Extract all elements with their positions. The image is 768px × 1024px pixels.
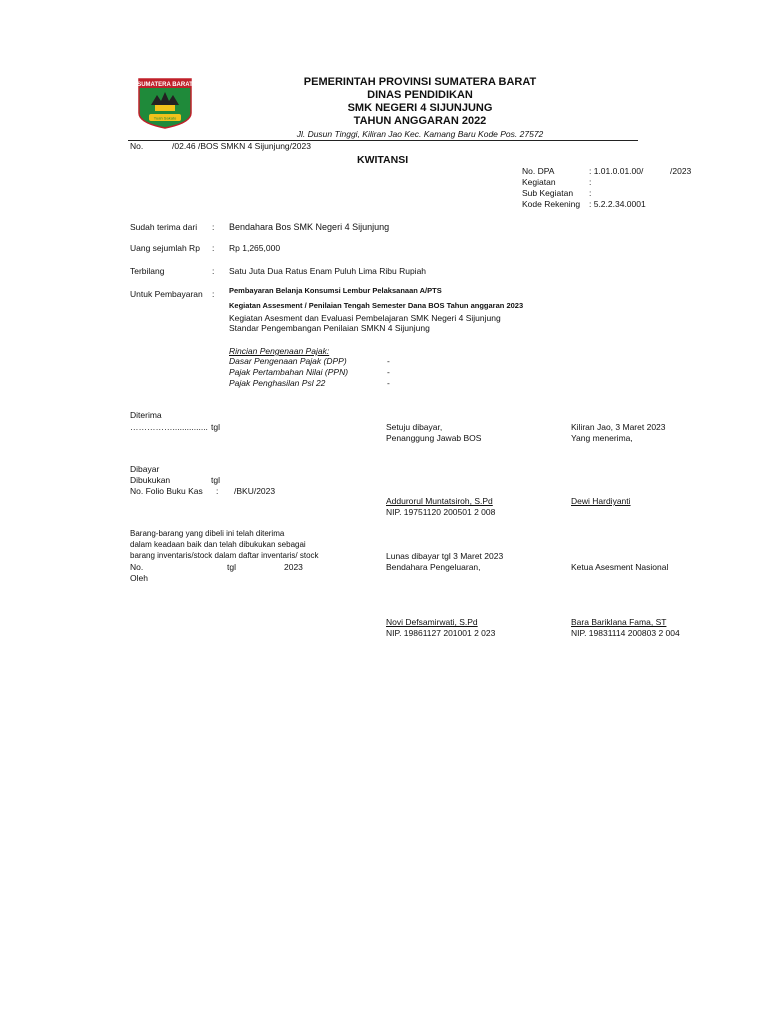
tax-dpp-value: - bbox=[387, 356, 390, 366]
approval-name: Addurorul Muntatsiroh, S.Pd bbox=[386, 496, 493, 506]
kode-rekening-value: : 5.2.2.34.0001 bbox=[589, 199, 646, 209]
tax-pph-label: Pajak Penghasilan Psl 22 bbox=[229, 378, 326, 388]
treasurer-paid-text: Lunas dibayar tgl 3 Maret 2023 bbox=[386, 551, 504, 561]
booked-label: Dibukukan bbox=[130, 475, 171, 485]
received-from-value: Bendahara Bos SMK Negeri 4 Sijunjung bbox=[229, 222, 390, 232]
kegiatan-value: : bbox=[589, 177, 592, 187]
header-fiscal-year: TAHUN ANGGARAN 2022 bbox=[353, 115, 487, 127]
folio-label: No. Folio Buku Kas bbox=[130, 486, 203, 496]
number-value: /02.46 /BOS SMKN 4 Sijunjung/2023 bbox=[172, 141, 311, 151]
chair-name: Bara Bariklana Fama, ST bbox=[571, 617, 667, 627]
dpa-number-year: /2023 bbox=[670, 166, 692, 176]
treasurer-name: Novi Defsamirwati, S.Pd bbox=[386, 617, 478, 627]
kode-rekening-label: Kode Rekening bbox=[522, 199, 581, 209]
booked-tgl: tgl bbox=[211, 475, 220, 485]
receiver-name: Dewi Hardiyanti bbox=[571, 496, 631, 506]
amount-label: Uang sejumlah Rp bbox=[130, 243, 200, 253]
purpose-colon: : bbox=[212, 289, 215, 299]
goods-no-label: No. bbox=[130, 562, 144, 572]
province-logo bbox=[137, 77, 193, 129]
spelled-colon: : bbox=[212, 266, 215, 276]
receiver-title: Yang menerima, bbox=[571, 433, 633, 443]
spelled-value: Satu Juta Dua Ratus Enam Puluh Lima Ribu Rupiah bbox=[229, 266, 427, 276]
header-department: DINAS PENDIDIKAN bbox=[367, 89, 473, 101]
tax-pph-value: - bbox=[387, 378, 390, 388]
kegiatan-label: Kegiatan bbox=[522, 177, 556, 187]
treasurer-title: Bendahara Pengeluaran, bbox=[386, 562, 481, 572]
purpose-line-3: Kegiatan Asesment dan Evaluasi Pembelajaran SMK Negeri 4 Sijunjung bbox=[229, 313, 501, 323]
goods-line-2: dalam keadaan baik dan telah dibukukan sebagai bbox=[130, 540, 306, 549]
logo-motto: Tuah Sakato bbox=[153, 115, 177, 121]
goods-line-1: Barang-barang yang dibeli ini telah diterima bbox=[130, 529, 285, 538]
purpose-line-2: Kegiatan Assesment / Penilaian Tengah Semester Dana BOS Tahun anggaran 2023 bbox=[229, 301, 524, 310]
tax-ppn-label: Pajak Pertambahan Nilai (PPN) bbox=[229, 367, 349, 377]
treasurer-nip: NIP. 19861127 201001 2 023 bbox=[386, 628, 496, 638]
approval-agreed: Setuju dibayar, bbox=[386, 422, 443, 432]
goods-by-label: Oleh bbox=[130, 573, 148, 583]
spelled-label: Terbilang bbox=[130, 266, 165, 276]
goods-year: 2023 bbox=[284, 562, 303, 572]
purpose-line-1: Pembayaran Belanja Konsumsi Lembur Pelaksanaan A/PTS bbox=[229, 286, 442, 295]
dpa-number-label: No. DPA bbox=[522, 166, 555, 176]
approval-responsible: Penanggung Jawab BOS bbox=[386, 433, 482, 443]
tax-ppn-value: - bbox=[387, 367, 390, 377]
number-label: No. bbox=[130, 141, 144, 151]
approval-nip: NIP. 19751120 200501 2 008 bbox=[386, 507, 496, 517]
sub-kegiatan-label: Sub Kegiatan bbox=[522, 188, 574, 198]
folio-value: /BKU/2023 bbox=[234, 486, 276, 496]
receiver-place-date: Kiliran Jao, 3 Maret 2023 bbox=[571, 422, 666, 432]
chair-nip: NIP. 19831114 200803 2 004 bbox=[571, 628, 680, 638]
amount-value: Rp 1,265,000 bbox=[229, 243, 281, 253]
tax-heading: Rincian Pengenaan Pajak: bbox=[229, 346, 330, 356]
purpose-label: Untuk Pembayaran bbox=[130, 289, 203, 299]
purpose-line-4: Standar Pengembangan Penilaian SMKN 4 Sijunjung bbox=[229, 323, 430, 333]
amount-colon: : bbox=[212, 243, 215, 253]
document-title: KWITANSI bbox=[357, 154, 409, 166]
dpa-number-value: : 1.01.0.01.00/ bbox=[589, 166, 644, 176]
received-from-colon: : bbox=[212, 222, 215, 232]
goods-tgl-label: tgl bbox=[227, 562, 236, 572]
chair-title: Ketua Asesment Nasional bbox=[571, 562, 669, 572]
header-address: Jl. Dusun Tinggi, Kiliran Jao Kec. Kamang Baru Kode Pos. 27572 bbox=[296, 129, 544, 139]
sub-kegiatan-value: : bbox=[589, 188, 592, 198]
logo-text: SUMATERA BARAT bbox=[137, 82, 193, 88]
tax-dpp-label: Dasar Pengenaan Pajak (DPP) bbox=[229, 356, 347, 366]
paid-label: Dibayar bbox=[130, 464, 160, 474]
header-government: PEMERINTAH PROVINSI SUMATERA BARAT bbox=[303, 76, 537, 88]
folio-colon: : bbox=[216, 486, 219, 496]
received-label: Diterima bbox=[130, 410, 162, 420]
header-school: SMK NEGERI 4 SIJUNJUNG bbox=[347, 102, 493, 114]
goods-line-3: barang inventaris/stock dalam daftar inventaris/ stock bbox=[130, 551, 319, 560]
received-from-label: Sudah terima dari bbox=[130, 222, 198, 232]
received-dots: ……………............... bbox=[130, 422, 208, 432]
received-tgl: tgl bbox=[211, 422, 220, 432]
